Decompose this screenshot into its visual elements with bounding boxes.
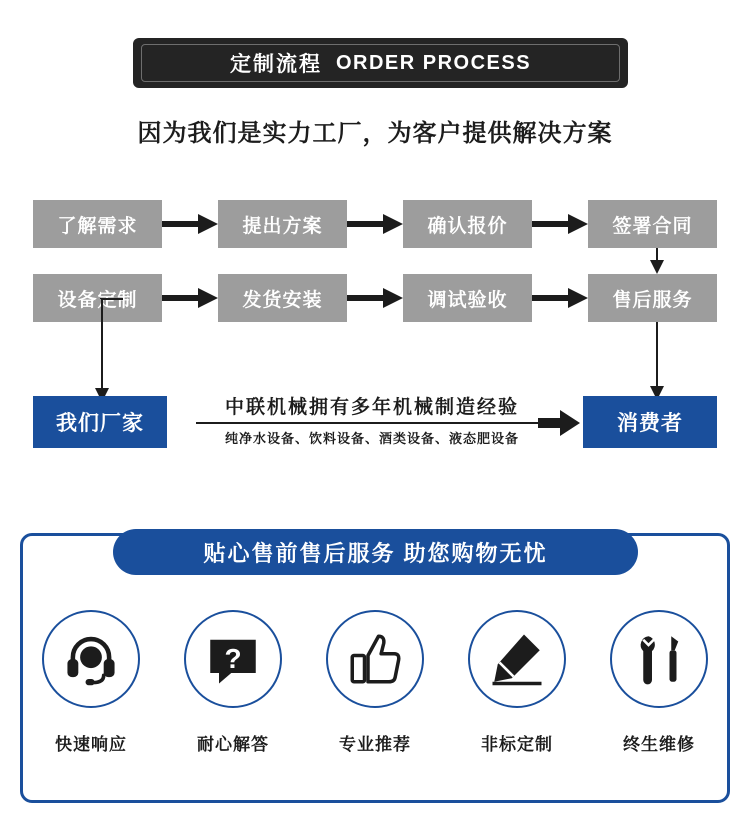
consumer-label: 消费者	[583, 396, 717, 448]
flow-arrow-right-icon	[347, 274, 403, 322]
long-arrow-right-icon	[538, 410, 580, 441]
svg-text:?: ?	[224, 642, 242, 674]
flow-arrow-right-icon	[162, 274, 218, 322]
service-item-patient-answer[interactable]	[168, 610, 298, 755]
service-item-professional-recommend[interactable]	[310, 610, 440, 755]
flow-row-2	[33, 274, 717, 322]
service-item-lifetime-repair[interactable]	[594, 610, 724, 755]
flow-arrow-right-icon	[532, 274, 588, 322]
flow-arrow-right-icon	[532, 200, 588, 248]
service-label: 快速响应	[55, 735, 127, 754]
experience-text-block	[183, 392, 561, 447]
experience-headline: 中联机械拥有多年机械制造经验	[224, 397, 519, 418]
flow-step-3: 确认报价	[403, 200, 532, 248]
question-bubble-icon	[184, 610, 282, 708]
flow-step-2: 提出方案	[218, 200, 347, 248]
flow-row-1	[33, 200, 717, 248]
connector-to-consumer	[650, 322, 666, 405]
flow-step-4: 签署合同	[588, 200, 717, 248]
flow-step-5: 设备定制	[33, 274, 162, 322]
pencil-icon	[468, 610, 566, 708]
service-item-fast-response[interactable]	[26, 610, 156, 755]
service-label: 专业推荐	[339, 735, 411, 754]
page-subtitle: 因为我们是实力工厂，为客户提供解决方案	[137, 120, 613, 147]
factory-label: 我们厂家	[33, 396, 167, 448]
flow-step-6: 发货安装	[218, 274, 347, 322]
headset-icon	[42, 610, 140, 708]
flow-step-8: 售后服务	[588, 274, 717, 322]
order-process-banner-inner	[141, 44, 620, 82]
flow-arrow-right-icon	[162, 200, 218, 248]
service-label: 终生维修	[623, 735, 695, 754]
bottom-flow-bar	[33, 396, 717, 448]
service-label: 非标定制	[481, 735, 553, 754]
service-label: 耐心解答	[197, 735, 269, 754]
banner-title-en: ORDER PROCESS	[335, 51, 532, 74]
thumbs-up-icon	[326, 610, 424, 708]
equipment-list: 纯净水设备、饮料设备、酒类设备、液态肥设备	[224, 431, 519, 446]
wrench-screwdriver-icon	[610, 610, 708, 708]
flow-arrow-right-icon	[347, 200, 403, 248]
divider-rule	[196, 422, 548, 424]
order-process-banner	[133, 38, 628, 88]
service-items-list	[20, 610, 730, 755]
service-panel-title: 贴心售前售后服务 助您购物无忧	[113, 529, 638, 575]
flow-step-7: 调试验收	[403, 274, 532, 322]
connector-to-factory	[33, 298, 123, 407]
service-item-custom-design[interactable]	[452, 610, 582, 755]
flow-step-1: 了解需求	[33, 200, 162, 248]
banner-title-cn: 定制流程	[229, 53, 322, 76]
